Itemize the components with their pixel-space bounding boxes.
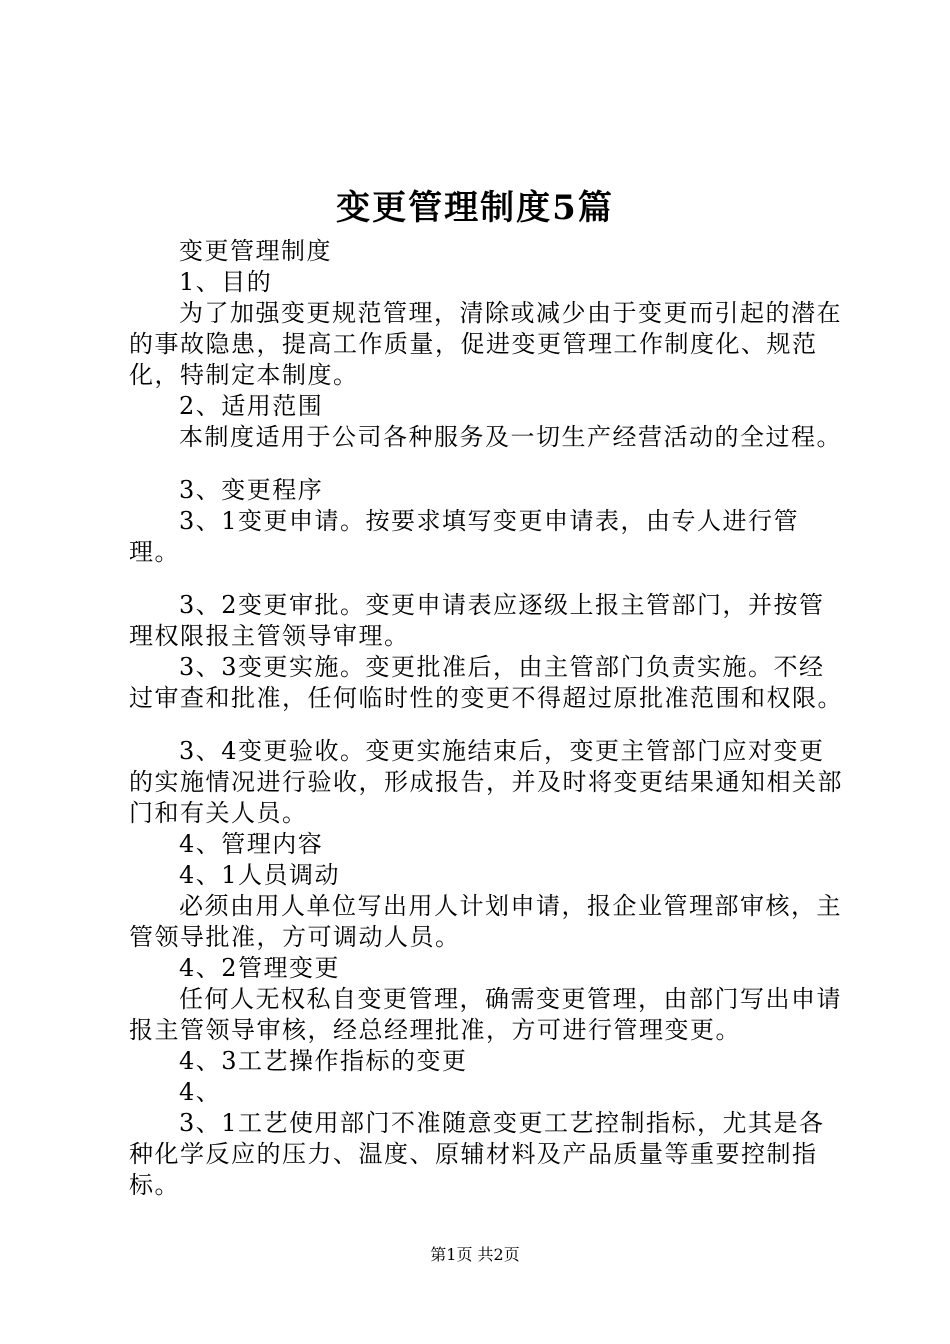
paragraph: 4、 bbox=[179, 1078, 222, 1106]
paragraph-gap bbox=[129, 453, 849, 475]
paragraph: 本制度适用于公司各种服务及一切生产经营活动的全过程。 bbox=[179, 423, 842, 451]
page-footer: 第1页 共2页 bbox=[430, 1245, 520, 1264]
section-heading: 1、目的 bbox=[179, 268, 273, 296]
paragraph: 任何人无权私自变更管理，确需变更管理，由部门写出申请报主管领导审核，经总经理批准，方可进行管理变更。 bbox=[129, 985, 842, 1044]
document-body bbox=[129, 236, 849, 1201]
paragraph: 3、4变更验收。变更实施结束后，变更主管部门应对变更的实施情况进行验收，形成报告，并及时将变更结果通知相关部门和有关人员。 bbox=[129, 737, 843, 827]
paragraph-gap bbox=[129, 568, 849, 590]
section-heading: 4、管理内容 bbox=[179, 830, 324, 858]
paragraph: 变更管理制度 bbox=[179, 237, 332, 265]
section-heading: 3、变更程序 bbox=[179, 476, 324, 504]
paragraph: 3、1变更申请。按要求填写变更申请表，由专人进行管理。 bbox=[129, 507, 800, 566]
subsection-heading: 4、2管理变更 bbox=[179, 954, 341, 982]
paragraph: 为了加强变更规范管理，清除或减少由于变更而引起的潜在的事故隐患，提高工作质量，促进变更管理工作制度化、规范化，特制定本制度。 bbox=[129, 299, 842, 389]
document-title: 变更管理制度5篇 bbox=[336, 188, 614, 228]
paragraph: 3、2变更审批。变更申请表应逐级上报主管部门，并按管理权限报主管领导审理。 bbox=[129, 591, 825, 650]
subsection-heading: 4、1人员调动 bbox=[179, 861, 341, 889]
paragraph: 3、3变更实施。变更批准后，由主管部门负责实施。不经过审查和批准，任何临时性的变更不得超过原批准范围和权限。 bbox=[129, 653, 843, 712]
paragraph-gap bbox=[129, 714, 849, 736]
subsection-heading: 4、3工艺操作指标的变更 bbox=[179, 1047, 468, 1075]
section-heading: 2、适用范围 bbox=[179, 392, 324, 420]
paragraph: 必须由用人单位写出用人计划申请，报企业管理部审核，主管领导批准，方可调动人员。 bbox=[129, 892, 842, 951]
paragraph: 3、1工艺使用部门不准随意变更工艺控制指标，尤其是各种化学反应的压力、温度、原辅材料及产品质量等重要控制指标。 bbox=[129, 1109, 825, 1199]
